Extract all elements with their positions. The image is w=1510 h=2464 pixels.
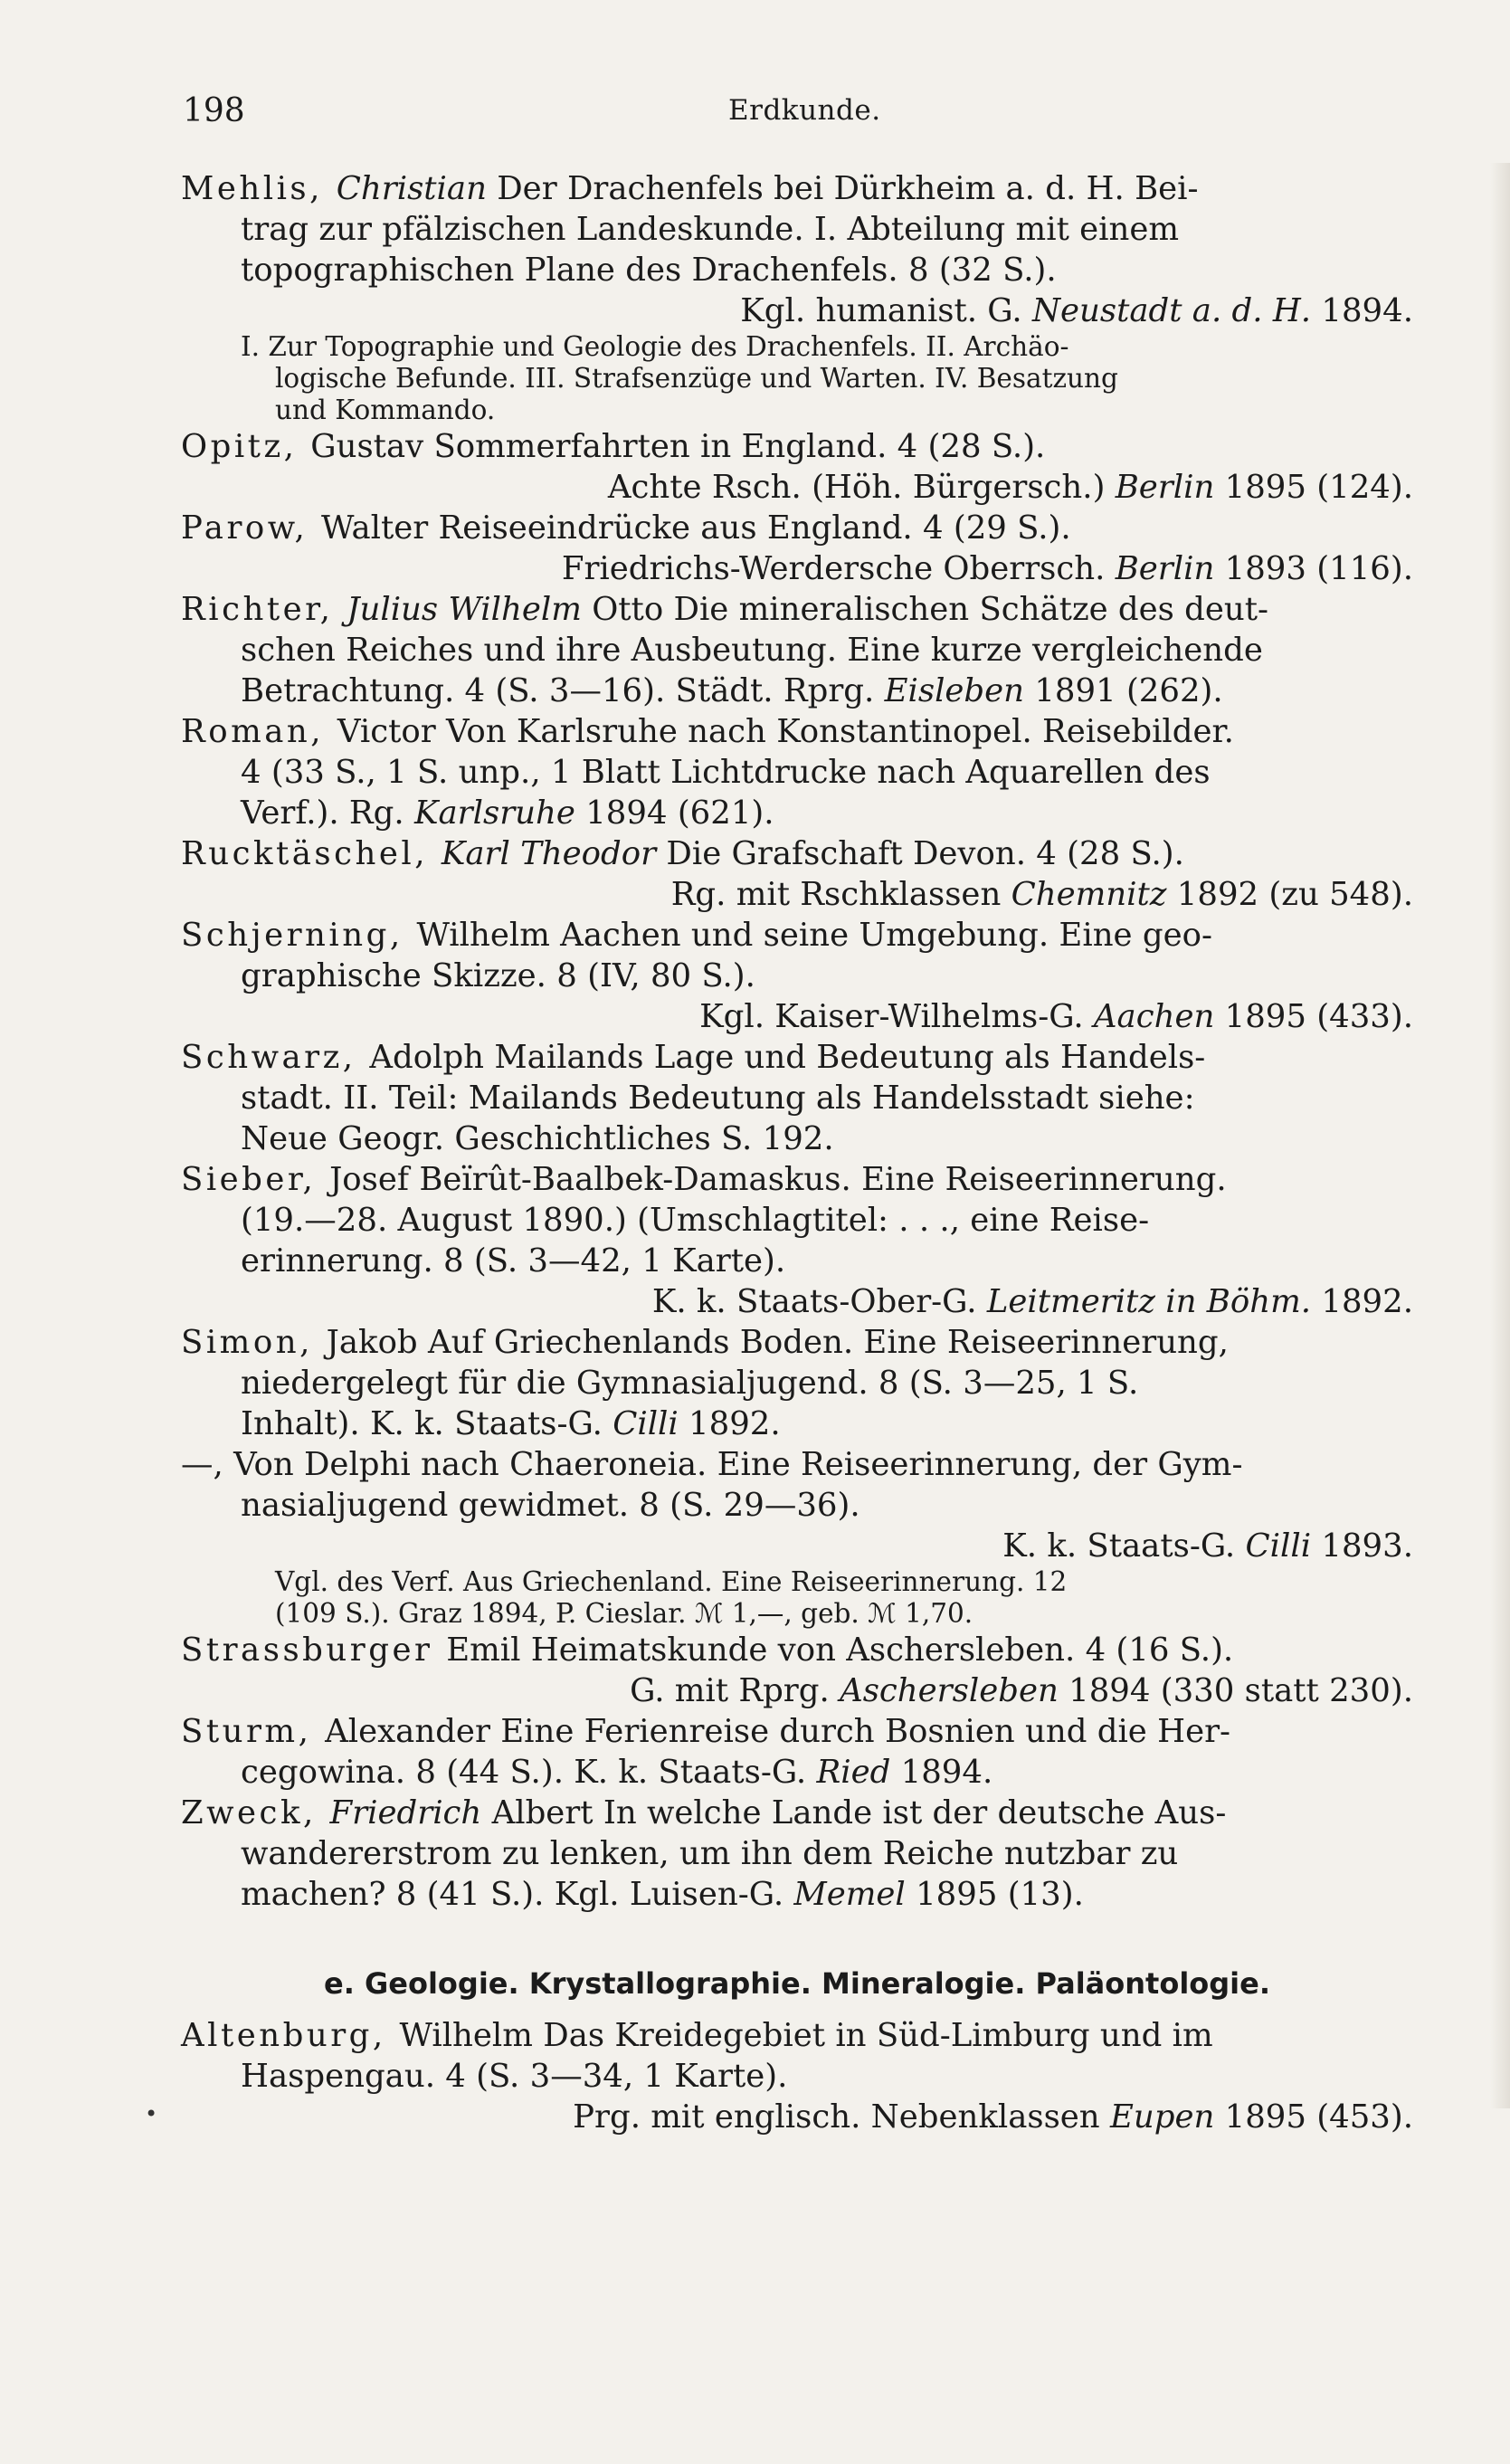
text-line <box>181 1526 1413 1566</box>
text-run: Neue Geogr. Geschichtliches S. 192. <box>241 1120 834 1157</box>
text-run: Friedrichs-Werdersche Oberrsch. <box>561 550 1116 587</box>
text-run: 1891 (262). <box>1024 672 1223 709</box>
text-run: Jakob Auf Griechenlands Boden. Eine Reiseerinnerung, <box>326 1324 1229 1361</box>
text-line <box>181 1322 1413 1363</box>
text-line <box>181 290 1413 331</box>
text-line <box>181 1598 1413 1630</box>
author-surname: Rucktäschel, <box>181 835 442 872</box>
text-run: Wilhelm Das Kreidegebiet in Süd-Limburg und im <box>399 2017 1213 2054</box>
italic-run: Chemnitz <box>1011 876 1167 913</box>
text-line <box>181 1281 1413 1322</box>
text-line <box>181 1752 1413 1793</box>
text-run: 1894. <box>890 1754 993 1791</box>
text-line <box>181 1874 1413 1915</box>
text-run: cegowina. 8 (44 S.). K. k. Staats-G. <box>241 1754 817 1791</box>
text-line <box>181 1037 1413 1078</box>
text-line <box>181 874 1413 915</box>
running-title: Erdkunde. <box>728 94 881 127</box>
text-line <box>181 1485 1413 1526</box>
text-line <box>181 915 1413 956</box>
section-heading <box>181 1964 1413 2004</box>
text-run: 1893 (116). <box>1214 550 1413 587</box>
text-run: e. Geologie. Krystallographie. Mineralogie. Paläontologie. <box>324 1966 1270 2001</box>
text-run: 1893. <box>1311 1527 1413 1565</box>
text-run: erinnerung. 8 (S. 3—42, 1 Karte). <box>241 1242 786 1280</box>
text-run: Albert In welche Lande ist der deutsche Aus- <box>481 1794 1227 1831</box>
text-run: Josef Beïrût-Baalbek-Damaskus. Eine Reiseerinnerung. <box>329 1161 1227 1198</box>
author-surname: Sieber, <box>181 1161 330 1198</box>
text-line <box>181 589 1413 630</box>
text-run: stadt. II. Teil: Mailands Bedeutung als Handelsstadt siehe: <box>241 1080 1195 1117</box>
text-run: Prg. mit englisch. Nebenklassen <box>573 2098 1110 2136</box>
text-line <box>181 711 1413 752</box>
author-surname: Schjerning, <box>181 917 417 954</box>
italic-run: Julius <box>347 591 439 628</box>
italic-run: Memel <box>793 1876 906 1913</box>
text-run: Haspengau. 4 (S. 3—34, 1 Karte). <box>241 2058 788 2095</box>
text-run: Alexander Eine Ferienreise durch Bosnien und die Her- <box>325 1713 1231 1750</box>
italic-run: Neustadt a. d. H. <box>1031 292 1312 329</box>
author-surname: Simon, <box>181 1324 327 1361</box>
author-surname: Altenburg, <box>181 2017 400 2054</box>
page-number: 198 <box>183 92 245 129</box>
author-surname: Sturm, <box>181 1713 326 1750</box>
text-run <box>438 591 448 628</box>
text-run: graphische Skizze. 8 (IV, 80 S.). <box>241 957 755 994</box>
italic-run: Christian <box>336 170 487 207</box>
author-surname: Opitz, <box>181 428 311 465</box>
italic-run: Cilli <box>1245 1527 1312 1565</box>
italic-run: Eupen <box>1109 2098 1215 2136</box>
italic-run: Leitmeritz in Böhm. <box>986 1283 1312 1320</box>
text-line <box>181 671 1413 711</box>
text-run: niedergelegt für die Gymnasialjugend. 8 (S. 3—25, 1 S. <box>241 1365 1139 1402</box>
text-run: und Kommando. <box>275 395 496 425</box>
italic-run: Karlsruhe <box>413 794 575 832</box>
text-line <box>181 2056 1413 2097</box>
text-run: logische Befunde. III. Strafsenzüge und Warten. IV. Besatzung <box>275 363 1118 394</box>
text-run: —, Von Delphi nach Chaeroneia. Eine Reiseerinnerung, der Gym- <box>181 1446 1243 1483</box>
text-line <box>181 1363 1413 1403</box>
text-line <box>181 752 1413 793</box>
margin-bullet-mark: • <box>145 2101 158 2126</box>
text-run: Adolph Mailands Lage und Bedeutung als Handels- <box>369 1039 1206 1076</box>
italic-run: Friedrich <box>329 1794 482 1831</box>
text-line <box>181 630 1413 671</box>
italic-run: Karl Theodor <box>441 835 657 872</box>
text-run: Betrachtung. 4 (S. 3—16). Städt. Rprg. <box>241 672 885 709</box>
text-run: I. Zur Topographie und Geologie des Drachenfels. II. Archäo- <box>241 331 1069 362</box>
text-run: 1894 (621). <box>575 794 774 832</box>
text-line <box>181 331 1413 363</box>
bibliography-text <box>181 168 1413 2137</box>
text-run: Rg. mit Rschklassen <box>670 876 1011 913</box>
text-run: Verf.). Rg. <box>241 794 414 832</box>
text-run: 1894 (330 statt 230). <box>1058 1672 1413 1709</box>
text-line <box>181 1566 1413 1598</box>
text-run: trag zur pfälzischen Landeskunde. I. Abteilung mit einem <box>241 211 1180 248</box>
text-line <box>181 209 1413 250</box>
text-line <box>181 1444 1413 1485</box>
text-line <box>181 1630 1413 1670</box>
italic-run: Eisleben <box>884 672 1025 709</box>
text-run: Der Drachenfels bei Dürkheim a. d. H. Bei- <box>486 170 1199 207</box>
text-line <box>181 2097 1413 2137</box>
author-surname: Parow, <box>181 509 322 547</box>
text-run: G. mit Rprg. <box>630 1672 840 1709</box>
text-run: Kgl. humanist. G. <box>740 292 1032 329</box>
text-line <box>181 1403 1413 1444</box>
author-surname: Strassburger <box>181 1632 447 1669</box>
text-line <box>181 1833 1413 1874</box>
text-run: schen Reiches und ihre Ausbeutung. Eine kurze vergleichende <box>241 632 1263 669</box>
text-line <box>181 833 1413 874</box>
text-line <box>181 1159 1413 1200</box>
italic-run: Ried <box>816 1754 891 1791</box>
text-line <box>181 956 1413 996</box>
text-run: K. k. Staats-G. <box>1002 1527 1246 1565</box>
text-run: Achte Rsch. (Höh. Bürgersch.) <box>607 469 1116 506</box>
text-run: 1892. <box>678 1405 781 1442</box>
text-run: 1895 (433). <box>1214 998 1413 1035</box>
text-run: nasialjugend gewidmet. 8 (S. 29—36). <box>241 1487 860 1524</box>
text-line <box>181 2015 1413 2056</box>
text-run: topographischen Plane des Drachenfels. 8 (32 S.). <box>241 252 1057 289</box>
text-run: K. k. Staats-Ober-G. <box>651 1283 987 1320</box>
text-run: 1892. <box>1311 1283 1413 1320</box>
author-surname: Zweck, <box>181 1794 330 1831</box>
italic-run: Berlin <box>1115 550 1215 587</box>
text-line <box>181 1078 1413 1118</box>
text-run: 1895 (453). <box>1214 2098 1413 2136</box>
text-run: wandererstrom zu lenken, um ihn dem Reiche nutzbar zu <box>241 1835 1179 1872</box>
text-line <box>181 793 1413 833</box>
page-edge-shadow <box>1490 163 1510 2108</box>
italic-run: Wilhelm <box>448 591 582 628</box>
text-line <box>181 1711 1413 1752</box>
italic-run: Aschersleben <box>840 1672 1059 1709</box>
text-run: 1894. <box>1311 292 1413 329</box>
text-line <box>181 548 1413 589</box>
text-line <box>181 395 1413 426</box>
text-line <box>181 426 1413 467</box>
text-run: Die Grafschaft Devon. 4 (28 S.). <box>656 835 1184 872</box>
text-run: machen? 8 (41 S.). Kgl. Luisen-G. <box>241 1876 794 1913</box>
author-surname: Mehlis, <box>181 170 337 207</box>
text-run: 1895 (13). <box>905 1876 1084 1913</box>
text-line <box>181 1200 1413 1241</box>
text-run: 1892 (zu 548). <box>1166 876 1413 913</box>
text-line <box>181 1118 1413 1159</box>
text-run: 1895 (124). <box>1214 469 1413 506</box>
text-line <box>181 467 1413 508</box>
text-run: Gustav Sommerfahrten in England. 4 (28 S.). <box>310 428 1046 465</box>
text-line <box>181 508 1413 548</box>
text-line <box>181 250 1413 290</box>
text-run: Walter Reiseeindrücke aus England. 4 (29 S.). <box>321 509 1071 547</box>
text-run: 4 (33 S., 1 S. unp., 1 Blatt Lichtdrucke nach Aquarellen des <box>241 754 1211 791</box>
text-run: Inhalt). K. k. Staats-G. <box>241 1405 613 1442</box>
author-surname: Schwarz, <box>181 1039 370 1076</box>
text-run: (109 S.). Graz 1894, P. Cieslar. ℳ 1,—, geb. ℳ 1,70. <box>275 1598 973 1629</box>
text-run: Kgl. Kaiser-Wilhelms-G. <box>699 998 1094 1035</box>
text-line <box>181 1793 1413 1833</box>
text-line <box>181 1670 1413 1711</box>
text-run: Emil Heimatskunde von Aschersleben. 4 (16 S.). <box>446 1632 1234 1669</box>
text-line <box>181 1241 1413 1281</box>
text-run: Wilhelm Aachen und seine Umgebung. Eine geo- <box>416 917 1212 954</box>
italic-run: Cilli <box>613 1405 679 1442</box>
italic-run: Berlin <box>1115 469 1215 506</box>
text-run: Otto Die mineralischen Schätze des deut- <box>581 591 1269 628</box>
italic-run: Aachen <box>1093 998 1215 1035</box>
author-surname: Roman, <box>181 713 337 750</box>
text-line <box>181 996 1413 1037</box>
text-run: Vgl. des Verf. Aus Griechenland. Eine Reiseerinnerung. 12 <box>275 1566 1068 1597</box>
text-line <box>181 363 1413 395</box>
text-run: (19.—28. August 1890.) (Umschlagtitel: . . ., eine Reise- <box>241 1202 1150 1239</box>
text-line <box>181 168 1413 209</box>
author-surname: Richter, <box>181 591 347 628</box>
text-run: Victor Von Karlsruhe nach Konstantinopel. Reisebilder. <box>337 713 1234 750</box>
